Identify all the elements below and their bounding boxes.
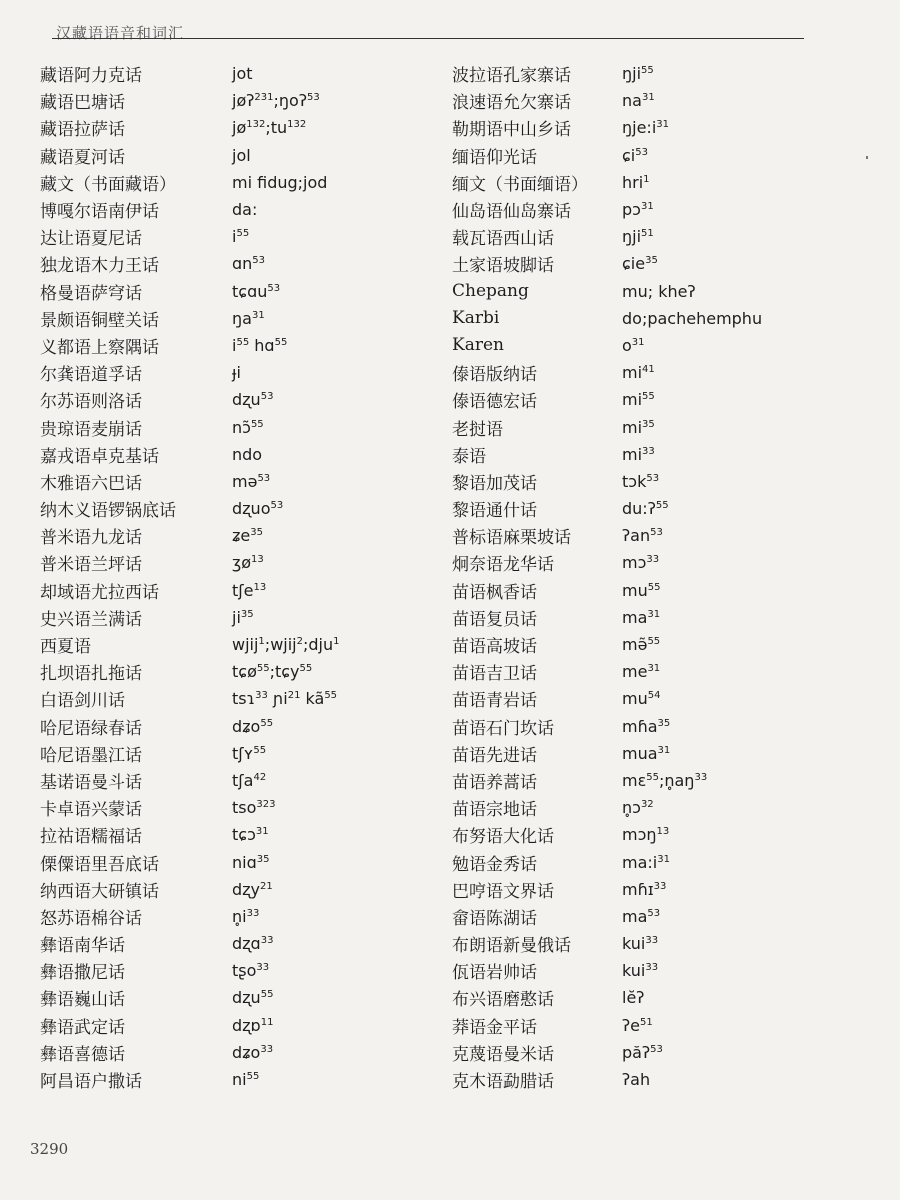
dialect-name: 基诺语曼斗话 (40, 772, 142, 793)
entry-row (452, 713, 762, 740)
entry-row (452, 278, 762, 305)
dialect-name: 义都语上察隅话 (40, 337, 159, 358)
dialect-name: 苗语宗地话 (452, 800, 537, 821)
dialect-name: 藏语夏河话 (40, 147, 125, 168)
entry-row (40, 305, 340, 332)
word-form: tɕɔ$^{31}$ (232, 825, 269, 845)
entry-row (40, 685, 340, 712)
word-form: du:ʔ$^{55}$ (622, 499, 669, 519)
entry-row (40, 930, 340, 957)
word-form: $jø^{132};tu^{132}$ (232, 118, 307, 138)
entry-row (452, 441, 762, 468)
dialect-name: 景颇语铜壁关话 (40, 310, 159, 331)
word-form: mɦɪ$^{33}$ (622, 879, 667, 899)
dialect-name: 博嘎尔语南伊话 (40, 202, 159, 223)
entry-row (40, 713, 340, 740)
word-form: tʃa$^{42}$ (232, 770, 267, 790)
dialect-name: 苗语养蒿话 (452, 772, 537, 793)
dialect-name: 彝语巍山话 (40, 990, 125, 1011)
word-form: ʔan$^{53}$ (622, 526, 663, 546)
dialect-name: 贵琼语麦崩话 (40, 419, 142, 440)
entry-row (40, 767, 340, 794)
entry-row (40, 278, 340, 305)
dialect-name: 普米语兰坪话 (40, 555, 142, 576)
dialect-name: Chepang (452, 281, 529, 302)
entry-row (452, 359, 762, 386)
dialect-name: 藏语拉萨话 (40, 120, 125, 141)
word-form: dʐɑ$^{33}$ (232, 934, 274, 954)
word-form: $ji^{35}$ (232, 607, 254, 627)
entry-row (40, 359, 340, 386)
dialect-name: 布努语大化话 (452, 827, 554, 848)
word-form: dʐu$^{55}$ (232, 988, 274, 1008)
entry-row (452, 1012, 762, 1039)
entry-row (452, 305, 762, 332)
dialect-name: 苗语石门坎话 (452, 718, 554, 739)
dialect-name: 拉祜语糯福话 (40, 827, 142, 848)
word-form: $mu^{55}$ (622, 580, 661, 600)
word-form: mi fidug;jod (232, 172, 328, 192)
dialect-name: 炯奈语龙华话 (452, 555, 554, 576)
word-form: kui$^{33}$ (622, 961, 659, 981)
word-form: $ma:i^{31}$ (622, 852, 670, 872)
dialect-name: 普标语麻栗坡话 (452, 528, 571, 549)
dialect-name: 嘉戎语卓克基话 (40, 446, 159, 467)
entry-row (40, 740, 340, 767)
word-form: $o^{31}$ (622, 335, 645, 355)
word-form: $mi^{33}$ (622, 444, 655, 464)
word-form: ndo (232, 444, 263, 464)
dialect-name: Karbi (452, 308, 500, 329)
word-form: n̥ɔ$^{32}$ (622, 798, 654, 818)
dialect-name: 苗语先进话 (452, 745, 537, 766)
entry-row (452, 821, 762, 848)
entry-row (40, 821, 340, 848)
dialect-name: 尔龚语道孚话 (40, 365, 142, 386)
dialect-name: 西夏语 (40, 637, 91, 658)
entry-row (40, 1012, 340, 1039)
dialect-name: 克蔑语曼米话 (452, 1044, 554, 1065)
entry-row (452, 876, 762, 903)
word-form: ŋji$^{51}$ (622, 227, 654, 247)
dialect-name: 彝语喜德话 (40, 1044, 125, 1065)
word-form: ʑe$^{35}$ (232, 526, 263, 546)
word-form: hri$^1$ (622, 172, 650, 192)
entry-row (452, 604, 762, 631)
word-form: tʃʏ$^{55}$ (232, 743, 267, 763)
word-form: dʑo$^{55}$ (232, 716, 274, 736)
dialect-name: 苗语枫香话 (452, 582, 537, 603)
dialect-name: 勉语金秀话 (452, 854, 537, 875)
dialect-name: 莽语金平话 (452, 1017, 537, 1038)
word-form: ɕi$^{53}$ (622, 145, 648, 165)
entry-row (452, 223, 762, 250)
entry-row (40, 468, 340, 495)
word-form: ʔe$^{51}$ (622, 1015, 653, 1035)
entry-row (40, 413, 340, 440)
entry-row (452, 794, 762, 821)
dialect-name: 畲语陈湖话 (452, 908, 537, 929)
left-column (40, 60, 340, 1093)
entry-row (452, 658, 762, 685)
dialect-name: 达让语夏尼话 (40, 229, 142, 250)
dialect-name: 阿昌语户撒话 (40, 1072, 142, 1093)
entry-row (452, 332, 762, 359)
entry-row (40, 549, 340, 576)
entry-row (40, 250, 340, 277)
word-form: tsɿ$^{33}$ ɲi$^{21}$ $kã^{55}$ (232, 689, 338, 709)
word-form: tɔk$^{53}$ (622, 471, 660, 491)
dialect-name: 藏语巴塘话 (40, 93, 125, 114)
word-form: $ŋa^{31}$ (232, 308, 265, 328)
dialect-name: 载瓦语西山话 (452, 229, 554, 250)
dialect-name: 普米语九龙话 (40, 528, 142, 549)
word-form: dʐy$^{21}$ (232, 879, 273, 899)
dialect-name: 藏语阿力克话 (40, 66, 142, 87)
entry-row (452, 903, 762, 930)
entry-row (40, 794, 340, 821)
entry-row (40, 114, 340, 141)
dialect-name: 巴哼语文界话 (452, 881, 554, 902)
dialect-name: 仙岛语仙岛寨话 (452, 202, 571, 223)
word-form: dʑo$^{33}$ (232, 1042, 274, 1062)
entry-row (452, 114, 762, 141)
word-form: $mi^{35}$ (622, 417, 655, 437)
word-form: $mi^{55}$ (622, 390, 655, 410)
word-form: dʐuo$^{53}$ (232, 499, 284, 519)
entry-row (452, 250, 762, 277)
entry-row (40, 658, 340, 685)
word-form: kui$^{33}$ (622, 934, 659, 954)
word-form: ʔah (622, 1070, 651, 1090)
page-number: 3290 (30, 1140, 69, 1158)
dialect-name: 老挝语 (452, 419, 503, 440)
entry-row (40, 957, 340, 984)
dialect-name: 怒苏语棉谷话 (40, 908, 142, 929)
dialect-name: Karen (452, 335, 504, 356)
entry-row (452, 984, 762, 1011)
entry-row (452, 549, 762, 576)
dialect-name: 却域语尤拉西话 (40, 582, 159, 603)
dialect-name: 白语剑川话 (40, 691, 125, 712)
word-form: $i^{55}$ hɑ$^{55}$ (232, 335, 288, 355)
entry-row (40, 984, 340, 1011)
word-form: tɕø$^{55}$;tɕy$^{55}$ (232, 662, 313, 682)
word-form: mɦa$^{35}$ (622, 716, 671, 736)
entry-row (452, 468, 762, 495)
entry-row (452, 631, 762, 658)
entry-row (452, 577, 762, 604)
right-column (452, 60, 762, 1093)
entry-row (452, 142, 762, 169)
word-form: jol (232, 145, 251, 165)
dialect-name: 泰语 (452, 446, 486, 467)
word-form: păʔ$^{53}$ (622, 1042, 663, 1062)
dialect-name: 哈尼语绿春话 (40, 718, 142, 739)
word-form: dʐu$^{53}$ (232, 390, 274, 410)
dialect-name: 苗语复员话 (452, 609, 537, 630)
dialect-name: 彝语南华话 (40, 936, 125, 957)
dialect-name: 布兴语磨憨话 (452, 990, 554, 1011)
word-form: $mu^{54}$ (622, 689, 661, 709)
entry-row (40, 196, 340, 223)
entry-row (452, 848, 762, 875)
dialect-name: 纳西语大研镇话 (40, 881, 159, 902)
word-form: mə̃$^{55}$ (622, 635, 661, 655)
dialect-name: 木雅语六巴话 (40, 473, 142, 494)
running-header-title: 汉藏语语音和词汇 (56, 24, 185, 42)
header-rule (52, 38, 804, 39)
dialect-name: 波拉语孔家寨话 (452, 66, 571, 87)
word-form: ʒø$^{13}$ (232, 553, 264, 573)
word-form: mə$^{53}$ (232, 471, 271, 491)
dialect-name: 黎语加茂话 (452, 473, 537, 494)
dialect-name: 傣语版纳话 (452, 365, 537, 386)
entry-row (452, 522, 762, 549)
word-form: mua$^{31}$ (622, 743, 671, 763)
word-form: $mɛ^{55};n̥aŋ^{33}$ (622, 770, 708, 790)
word-form: ɟi (232, 363, 241, 383)
entry-row (40, 87, 340, 114)
page-speck (866, 156, 868, 159)
entry-row (40, 142, 340, 169)
word-form: $n̥i^{33}$ (232, 906, 260, 926)
word-form: jot (232, 64, 253, 84)
entry-row (40, 495, 340, 522)
word-form: tɕɑu$^{53}$ (232, 281, 281, 301)
word-form: mɔŋ$^{13}$ (622, 825, 670, 845)
word-form: $mi^{41}$ (622, 363, 655, 383)
word-form: $ma^{53}$ (622, 906, 661, 926)
entry-row (40, 441, 340, 468)
entry-row (452, 196, 762, 223)
dialect-name: 缅文（书面缅语） (452, 174, 588, 195)
entry-row (40, 169, 340, 196)
dialect-name: 佤语岩帅话 (452, 963, 537, 984)
entry-row (40, 1066, 340, 1093)
entry-row (452, 1039, 762, 1066)
entry-row (40, 604, 340, 631)
word-form: jøʔ$^{231}$;ŋoʔ$^{53}$ (232, 91, 320, 111)
word-form: mɔ$^{33}$ (622, 553, 660, 573)
entry-row (452, 413, 762, 440)
entry-row (452, 386, 762, 413)
dialect-name: 苗语高坡话 (452, 637, 537, 658)
word-form: $ŋje:i^{31}$ (622, 118, 669, 138)
word-form: da: (232, 200, 258, 220)
word-form: do;pachehemphu (622, 308, 763, 328)
dialect-name: 土家语坡脚话 (452, 256, 554, 277)
word-form: wjij$^1$;wjij$^2$;dju$^1$ (232, 635, 340, 655)
dialect-name: 浪速语允欠寨话 (452, 93, 571, 114)
entry-row (40, 60, 340, 87)
dialect-name: 尔苏语则洛话 (40, 392, 142, 413)
word-form: lĕʔ (622, 988, 645, 1008)
dialect-name: 布朗语新曼俄话 (452, 936, 571, 957)
word-form: tʂo$^{33}$ (232, 961, 270, 981)
entry-row (452, 495, 762, 522)
dialect-name: 彝语武定话 (40, 1017, 125, 1038)
dialect-name: 苗语吉卫话 (452, 664, 537, 685)
entry-row (40, 386, 340, 413)
entry-row (40, 1039, 340, 1066)
word-form: ŋji$^{55}$ (622, 64, 654, 84)
entry-row (452, 957, 762, 984)
word-form: tso$^{323}$ (232, 798, 276, 818)
word-form: pɔ$^{31}$ (622, 200, 654, 220)
dialect-name: 独龙语木力王话 (40, 256, 159, 277)
entry-row (40, 223, 340, 250)
dialect-name: 勒期语中山乡话 (452, 120, 571, 141)
entry-row (40, 631, 340, 658)
word-form: $me^{31}$ (622, 662, 661, 682)
word-form: niɑ$^{35}$ (232, 852, 270, 872)
entry-row (452, 930, 762, 957)
dialect-name: 缅语仰光话 (452, 147, 537, 168)
entry-row (452, 60, 762, 87)
entry-row (452, 740, 762, 767)
word-form: $ni^{55}$ (232, 1070, 260, 1090)
entry-row (40, 522, 340, 549)
dialect-name: 扎坝语扎拖话 (40, 664, 142, 685)
word-form: $na^{31}$ (622, 91, 655, 111)
entry-row (452, 169, 762, 196)
dialect-name: 傣语德宏话 (452, 392, 537, 413)
dialect-name: 苗语青岩话 (452, 691, 537, 712)
dialect-name: 克木语勐腊话 (452, 1072, 554, 1093)
word-form: $i^{55}$ (232, 227, 250, 247)
entry-row (40, 577, 340, 604)
entry-row (40, 903, 340, 930)
entry-row (40, 876, 340, 903)
entry-row (40, 848, 340, 875)
word-form: ɑn$^{53}$ (232, 254, 266, 274)
word-form: $ma^{31}$ (622, 607, 661, 627)
dialect-name: 彝语撒尼话 (40, 963, 125, 984)
dialect-name: 卡卓语兴蒙话 (40, 800, 142, 821)
word-form: nɔ̃$^{55}$ (232, 417, 264, 437)
word-form: ɕie$^{35}$ (622, 254, 658, 274)
dialect-name: 格曼语萨穹话 (40, 283, 142, 304)
dialect-name: 史兴语兰满话 (40, 609, 142, 630)
dialect-name: 纳木义语锣锅底话 (40, 501, 176, 522)
dialect-name: 傈僳语里吾底话 (40, 854, 159, 875)
word-form: tʃe$^{13}$ (232, 580, 267, 600)
word-form: dʐɒ$^{11}$ (232, 1015, 274, 1035)
entry-row (40, 332, 340, 359)
word-form: mu; kheʔ (622, 281, 696, 301)
dialect-name: 藏文（书面藏语） (40, 174, 176, 195)
dialect-name: 黎语通什话 (452, 501, 537, 522)
entry-row (452, 87, 762, 114)
entry-row (452, 767, 762, 794)
dialect-name: 哈尼语墨江话 (40, 745, 142, 766)
entry-row (452, 1066, 762, 1093)
entry-row (452, 685, 762, 712)
